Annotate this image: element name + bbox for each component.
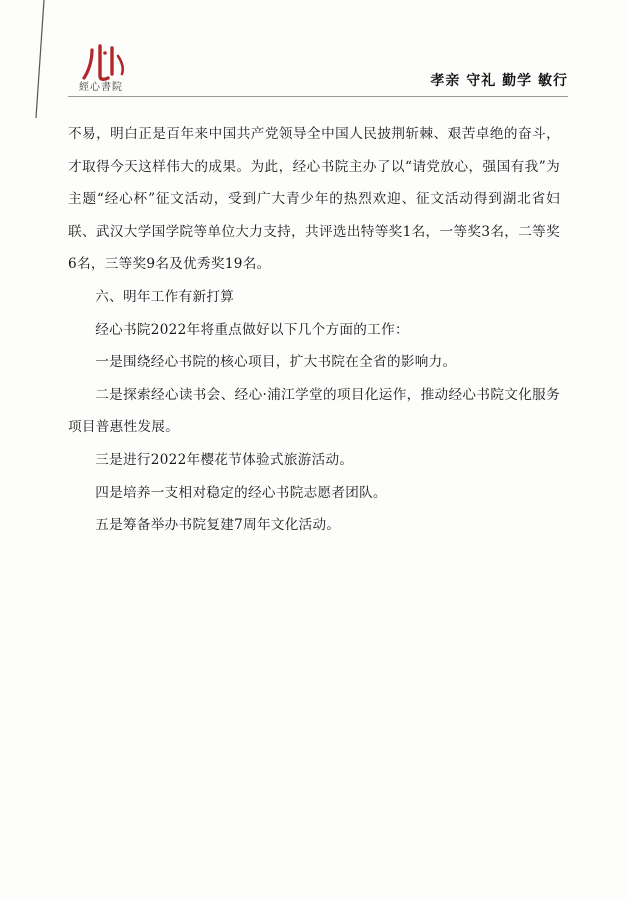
plan-item-5: 五是筹备举办书院复建7周年文化活动。: [95, 517, 341, 534]
page-header: [68, 36, 568, 98]
scan-edge-line: [0, 0, 60, 120]
document-body: [68, 118, 560, 542]
logo-text: 經心書院: [79, 82, 123, 93]
paragraph-plan-intro: 经心书院2022年将重点做好以下几个方面的工作：: [95, 321, 409, 338]
plan-item-3: 三是进行2022年樱花节体验式旅游活动。: [95, 451, 354, 468]
header-divider: [68, 96, 568, 97]
plan-item-4: 四是培养一支相对稳定的经心书院志愿者团队。: [95, 484, 387, 501]
paragraph-continued: 不易，明白正是百年来中国共产党领导全中国人民披荆斩棘、艰苦卓绝的奋斗，才取得今天这样伟大的成果。为此，经心书院主办了以“请党放心，强国有我”为主题“经心杯”征文活动，受到广大青少年的热烈欢迎、征文活动得到湖北省妇联、武汉大学国学院等单位大力支持，共评选出特等奖1名，一等奖3名，二等奖6名，三等奖9名及优秀奖19名。: [68, 126, 560, 273]
header-motto: 孝亲 守礼 勤学 敏行: [430, 73, 568, 89]
section-heading-next-year: 六、明年工作有新打算: [95, 288, 235, 305]
plan-item-2: 二是探索经心读书会、经心·浦江学堂的项目化运作，推动经心书院文化服务项目普惠性发展。: [68, 386, 560, 436]
plan-item-1: 一是围绕经心书院的核心项目，扩大书院在全省的影响力。: [95, 354, 457, 371]
